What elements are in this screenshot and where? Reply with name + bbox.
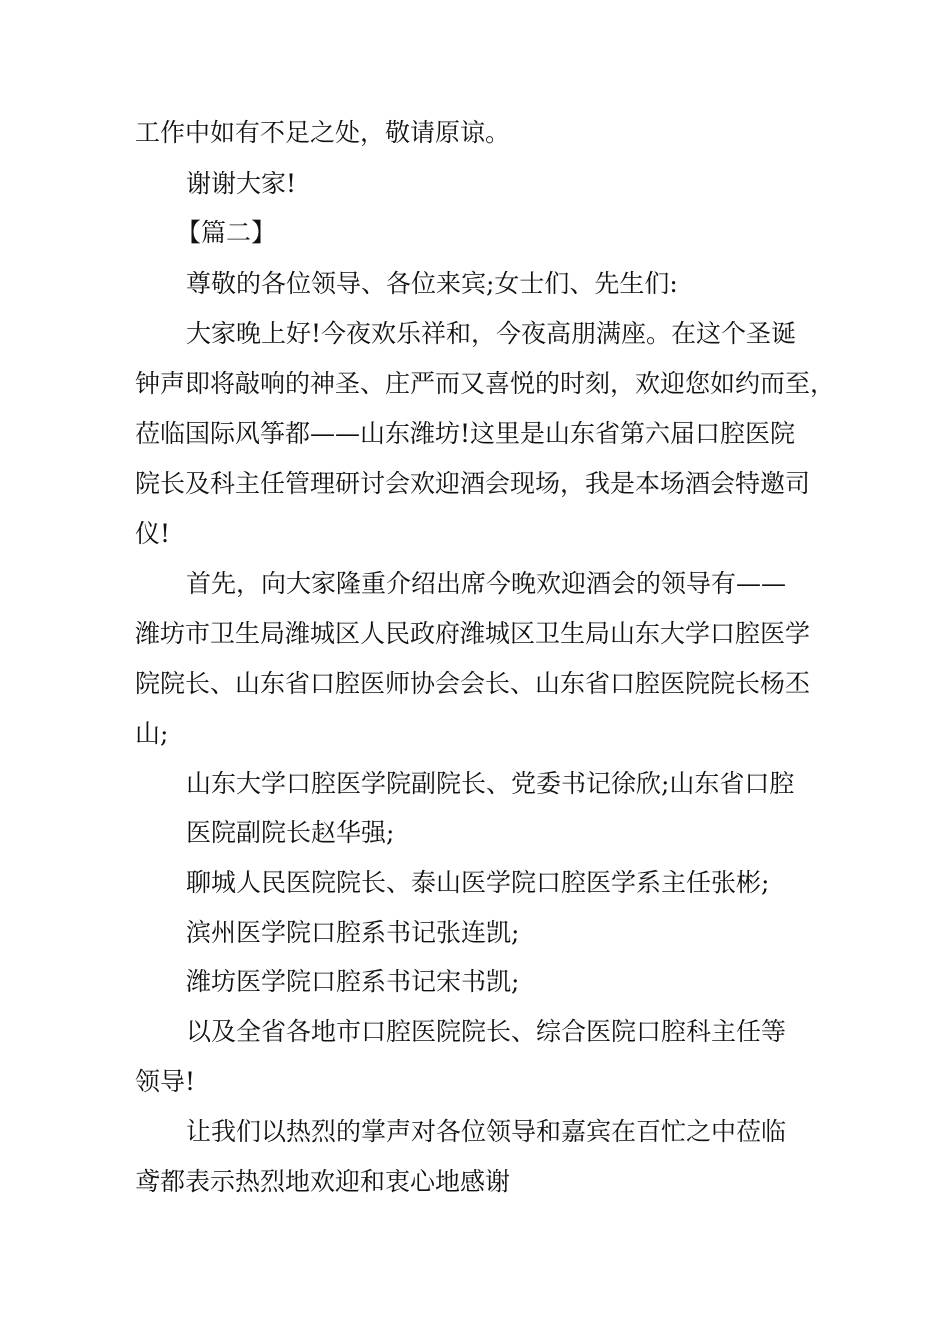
- text-line: 钟声即将敲响的神圣、庄严而又喜悦的时刻，欢迎您如约而至，: [135, 369, 836, 398]
- text-line: 仪!: [135, 519, 171, 548]
- text-line: 领导!: [135, 1067, 196, 1096]
- text-line: 工作中如有不足之处，敬请原谅。: [135, 118, 511, 147]
- text-line: 聊城人民医院院长、泰山医学院口腔医学系主任张彬;: [186, 868, 770, 897]
- text-line: 莅临国际风筝都——山东潍坊!这里是山东省第六届口腔医院: [135, 419, 796, 448]
- text-line: 鸢都表示热烈地欢迎和衷心地感谢: [135, 1167, 511, 1196]
- salutation: 尊敬的各位领导、各位来宾;女士们、先生们:: [186, 269, 678, 298]
- text-line: 院长及科主任管理研讨会欢迎酒会现场，我是本场酒会特邀司: [135, 469, 811, 498]
- text-line: 山东大学口腔医学院副院长、党委书记徐欣;山东省口腔: [186, 769, 795, 798]
- text-line: 大家晚上好!今夜欢乐祥和，今夜高朋满座。在这个圣诞: [186, 319, 797, 348]
- text-line: 让我们以热烈的掌声对各位领导和嘉宾在百忙之中莅临: [186, 1117, 787, 1146]
- text-line: 山;: [135, 719, 169, 748]
- text-line: 滨州医学院口腔系书记张连凯;: [186, 918, 520, 947]
- text-line: 医院副院长赵华强;: [186, 818, 395, 847]
- text-line: 首先，向大家隆重介绍出席今晚欢迎酒会的领导有——: [186, 569, 787, 598]
- text-line: 院院长、山东省口腔医师协会会长、山东省口腔医院院长杨丕: [135, 669, 811, 698]
- text-line: 潍坊医学院口腔系书记宋书凯;: [186, 967, 520, 996]
- text-line: 以及全省各地市口腔医院院长、综合医院口腔科主任等: [186, 1017, 787, 1046]
- text-line: 潍坊市卫生局潍城区人民政府潍城区卫生局山东大学口腔医学: [135, 619, 811, 648]
- text-line: 谢谢大家!: [186, 169, 297, 198]
- section-heading: 【篇二】: [176, 218, 277, 247]
